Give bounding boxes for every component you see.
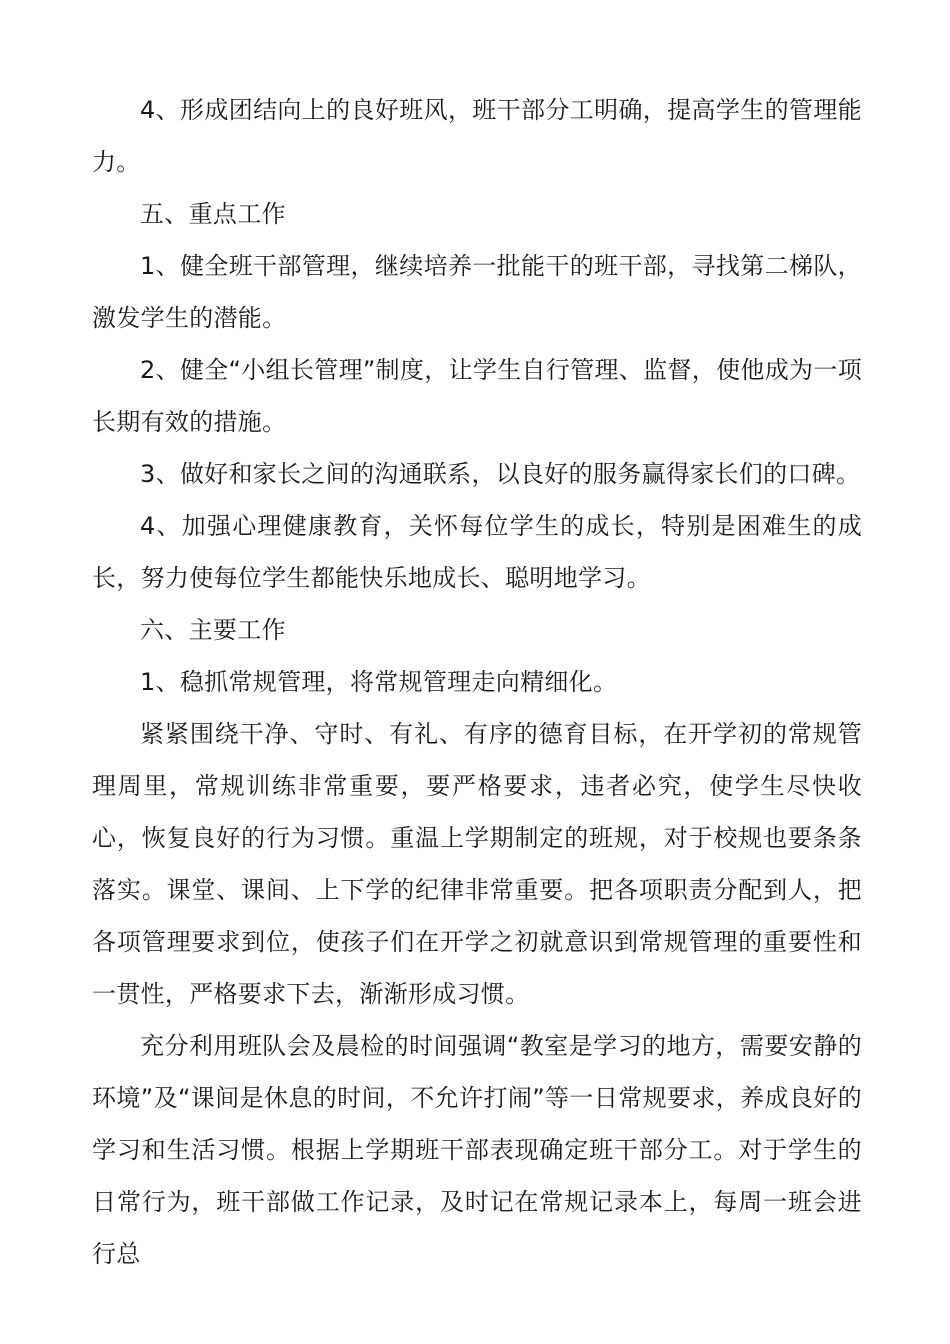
paragraph-key-work-2: 2、健全“小组长管理”制度，让学生自行管理、监督，使他成为一项长期有效的措施。 — [92, 356, 862, 436]
heading-main-work: 六、主要工作 — [140, 616, 286, 644]
paragraph-key-work-3: 3、做好和家长之间的沟通联系，以良好的服务赢得家长们的口碑。 — [140, 460, 861, 488]
paragraph-goal-4: 4、形成团结向上的良好班风，班干部分工明确，提高学生的管理能力。 — [92, 96, 862, 176]
paragraph-main-work-1: 1、稳抓常规管理，将常规管理走向精细化。 — [140, 668, 618, 696]
paragraph-class-meeting: 充分利用班队会及晨检的时间强调“教室是学习的地方，需要安静的环境”及“课间是休息的时间，不允许打闹”等一日常规要求，养成良好的学习和生活习惯。根据上学期班干部表现确定班干部分工。对于学生的日常行为，班干部做工作记录，及时记在常规记录本上，每周一班会进行总 — [92, 1032, 862, 1268]
document-body — [92, 84, 862, 1280]
paragraph-key-work-4: 4、加强心理健康教育，关怀每位学生的成长，特别是困难生的成长，努力使每位学生都能快乐地成长、聪明地学习。 — [92, 512, 862, 592]
paragraph-key-work-1: 1、健全班干部管理，继续培养一批能干的班干部，寻找第二梯队，激发学生的潜能。 — [92, 252, 862, 332]
paragraph-routine-management: 紧紧围绕干净、守时、有礼、有序的德育目标，在开学初的常规管理周里，常规训练非常重要，要严格要求，违者必究，使学生尽快收心，恢复良好的行为习惯。重温上学期制定的班规，对于校规也要条条落实。课堂、课间、上下学的纪律非常重要。把各项职责分配到人，把各项管理要求到位，使孩子们在开学之初就意识到常规管理的重要性和一贯性，严格要求下去，渐渐形成习惯。 — [92, 720, 862, 1008]
heading-key-work: 五、重点工作 — [140, 200, 286, 228]
